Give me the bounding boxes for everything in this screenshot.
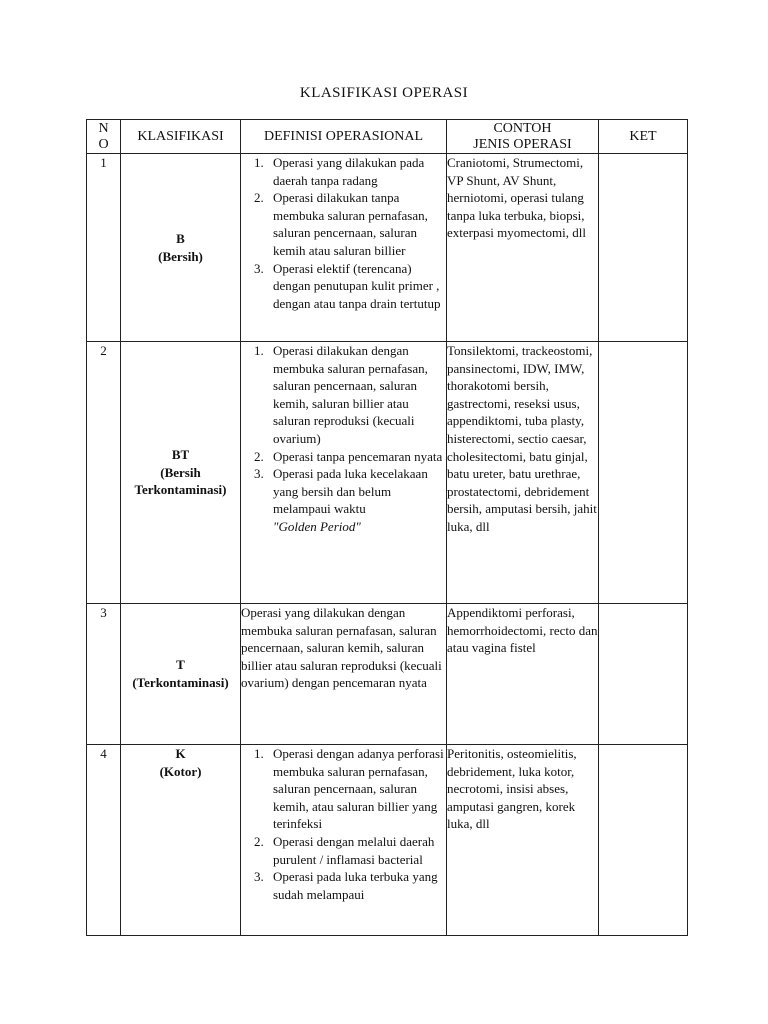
header-contoh-line1: CONTOH <box>493 120 552 136</box>
table-row <box>87 154 688 342</box>
header-no <box>87 120 121 154</box>
ket-cell <box>599 745 688 936</box>
header-no-line2: O <box>98 136 109 152</box>
header-contoh <box>447 120 599 154</box>
definition-item: 1. Operasi dengan adanya perforasi membuka saluran pernafasan, saluran pencernaan, saluran kemih, atau saluran billier yang terinfeksi <box>267 745 446 833</box>
definition-item: 2. Operasi tanpa pencemaran nyata <box>267 448 446 466</box>
row-number: 1 <box>87 154 121 342</box>
definition-cell <box>241 154 447 342</box>
definition-item <box>267 465 446 535</box>
document-title: KLASIFIKASI OPERASI <box>299 85 469 101</box>
classification-cell <box>121 604 241 745</box>
definition-item: 1. Operasi yang dilakukan pada daerah tanpa radang <box>267 154 446 189</box>
classification-name: (Bersih) <box>158 248 203 264</box>
header-ket: KET <box>599 120 688 154</box>
example-cell: Tonsilektomi, trackeostomi, pansinectomi, IDW, IMW, thorakotomi bersih, gastrectomi, reseksi usus, appendiktomi, tuba plasty, histerectomi, sectio caesar, cholesitectomi, batu ginjal, batu ureter, batu urethrae, prostatectomi, debridement bersih, amputasi bersih, jahit luka, dll <box>447 342 599 604</box>
golden-period-label: "Golden Period" <box>273 518 361 534</box>
example-cell: Appendiktomi perforasi, hemorrhoidectomi, recto dan atau vagina fistel <box>447 604 599 745</box>
row-number: 3 <box>87 604 121 745</box>
table-row <box>87 604 688 745</box>
classification-name: (Bersih Terkontaminasi) <box>134 464 227 498</box>
definition-item: 2. Operasi dilakukan tanpa membuka saluran pernafasan, saluran pencernaan, saluran kemih atau saluran billier <box>267 189 446 259</box>
ket-cell <box>599 154 688 342</box>
ket-cell <box>599 342 688 604</box>
classification-name: (Kotor) <box>159 763 202 779</box>
definition-item: 2. Operasi dengan melalui daerah purulent / inflamasi bacterial <box>267 833 446 868</box>
classification-code: B <box>176 230 185 246</box>
definition-cell <box>241 745 447 936</box>
table-header-row <box>87 120 688 154</box>
definition-list <box>241 154 446 312</box>
header-definisi: DEFINISI OPERASIONAL <box>241 120 447 154</box>
classification-cell <box>121 342 241 604</box>
table-row <box>87 745 688 936</box>
header-no-line1: N <box>98 120 109 136</box>
definition-list <box>241 342 446 536</box>
classification-code: K <box>175 746 186 761</box>
ket-cell <box>599 604 688 745</box>
definition-list <box>241 745 446 903</box>
definition-cell <box>241 342 447 604</box>
row-number: 4 <box>87 745 121 936</box>
row-number: 2 <box>87 342 121 604</box>
table-row <box>87 342 688 604</box>
classification-code: T <box>176 657 185 673</box>
definition-cell: Operasi yang dilakukan dengan membuka saluran pernafasan, saluran pencernaan, saluran kemih, saluran billier atau saluran reproduksi (kecuali ovarium) dengan pencemaran nyata <box>241 604 447 745</box>
definition-item: 3. Operasi elektif (terencana) dengan penutupan kulit primer , dengan atau tanpa drain tertutup <box>267 260 446 313</box>
classification-name: (Terkontaminasi) <box>132 675 229 690</box>
definition-item: 1. Operasi dilakukan dengan membuka saluran pernafasan, saluran pencernaan, saluran kemih, saluran billier atau saluran reproduksi (kecuali ovarium) <box>267 342 446 448</box>
classification-table <box>86 119 688 936</box>
example-cell: Craniotomi, Strumectomi, VP Shunt, AV Shunt, herniotomi, operasi tulang tanpa luka terbuka, biopsi, exterpasi myomectomi, dll <box>447 154 599 342</box>
definition-item-text: Operasi pada luka kecelakaan yang bersih dan belum melampaui waktu <box>273 466 428 517</box>
example-cell: Peritonitis, osteomielitis, debridement, luka kotor, necrotomi, insisi abses, amputasi gangren, korek luka, dll <box>447 745 599 936</box>
classification-cell <box>121 745 241 936</box>
definition-item: 3. Operasi pada luka terbuka yang sudah melampaui <box>267 868 446 903</box>
header-klasifikasi: KLASIFIKASI <box>121 120 241 154</box>
header-contoh-line2: JENIS OPERASI <box>473 136 572 152</box>
classification-code: BT <box>171 447 190 463</box>
classification-cell <box>121 154 241 342</box>
